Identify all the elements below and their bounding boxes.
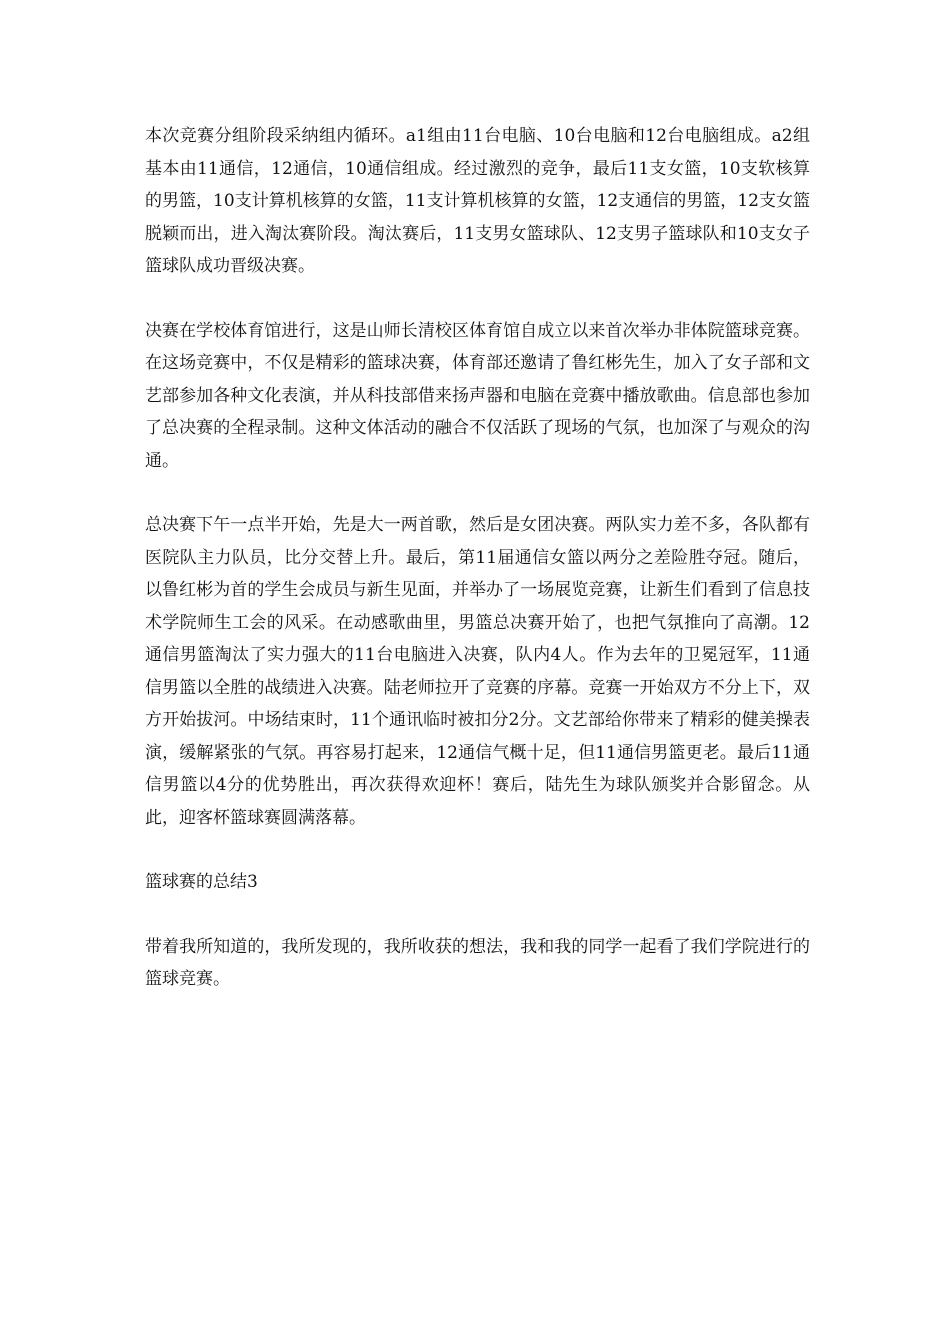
- paragraph-group-stage: 本次竞赛分组阶段采纳组内循环。a1组由11台电脑、10台电脑和12台电脑组成。a2组基本由11通信，12通信，10通信组成。经过激烈的竞争，最后11支女篮，10支软核算的男篮，10支计算机核算的女篮，11支计算机核算的女篮，12支通信的男篮，12支女篮脱颖而出，进入淘汰赛阶段。淘汰赛后，11支男女篮球队、12支男子篮球队和10支女子篮球队成功晋级决赛。: [145, 126, 810, 276]
- paragraph-final-venue: 决赛在学校体育馆进行，这是山师长清校区体育馆自成立以来首次举办非体院篮球竞赛。在这场竞赛中，不仅是精彩的篮球决赛，体育部还邀请了鲁红彬先生，加入了女子部和文艺部参加各种文化表演，并从科技部借来扬声器和电脑在竞赛中播放歌曲。信息部也参加了总决赛的全程录制。这种文体活动的融合不仅活跃了现场的气氛，也加深了与观众的沟通。: [145, 320, 810, 471]
- paragraph-closing: 带着我所知道的，我所发现的，我所收获的想法，我和我的同学一起看了我们学院进行的篮球竞赛。: [145, 936, 810, 989]
- document-body: [145, 120, 810, 1028]
- paragraph-final-match: 总决赛下午一点半开始，先是大一两首歌，然后是女团决赛。两队实力差不多，各队都有医院队主力队员，比分交替上升。最后，第11届通信女篮以两分之差险胜夺冠。随后，以鲁红彬为首的学生会成员与新生见面，并举办了一场展览竞赛，让新生们看到了信息技术学院师生工会的风采。在动感歌曲里，男篮总决赛开始了，也把气氛推向了高潮。12通信男篮淘汰了实力强大的11台电脑进入决赛，队内4人。作为去年的卫冕冠军，11通信男篮以全胜的战绩进入决赛。陆老师拉开了竞赛的序幕。竞赛一开始双方不分上下，双方开始拔河。中场结束时，11个通讯临时被扣分2分。文艺部给你带来了精彩的健美操表演，缓解紧张的气氛。再容易打起来，12通信气概十足，但11通信男篮更老。最后11通信男篮以4分的优势胜出，再次获得欢迎杯！赛后，陆先生为球队颁奖并合影留念。从此，迎客杯篮球赛圆满落幕。: [145, 515, 810, 828]
- section-title: 篮球赛的总结3: [145, 872, 258, 892]
